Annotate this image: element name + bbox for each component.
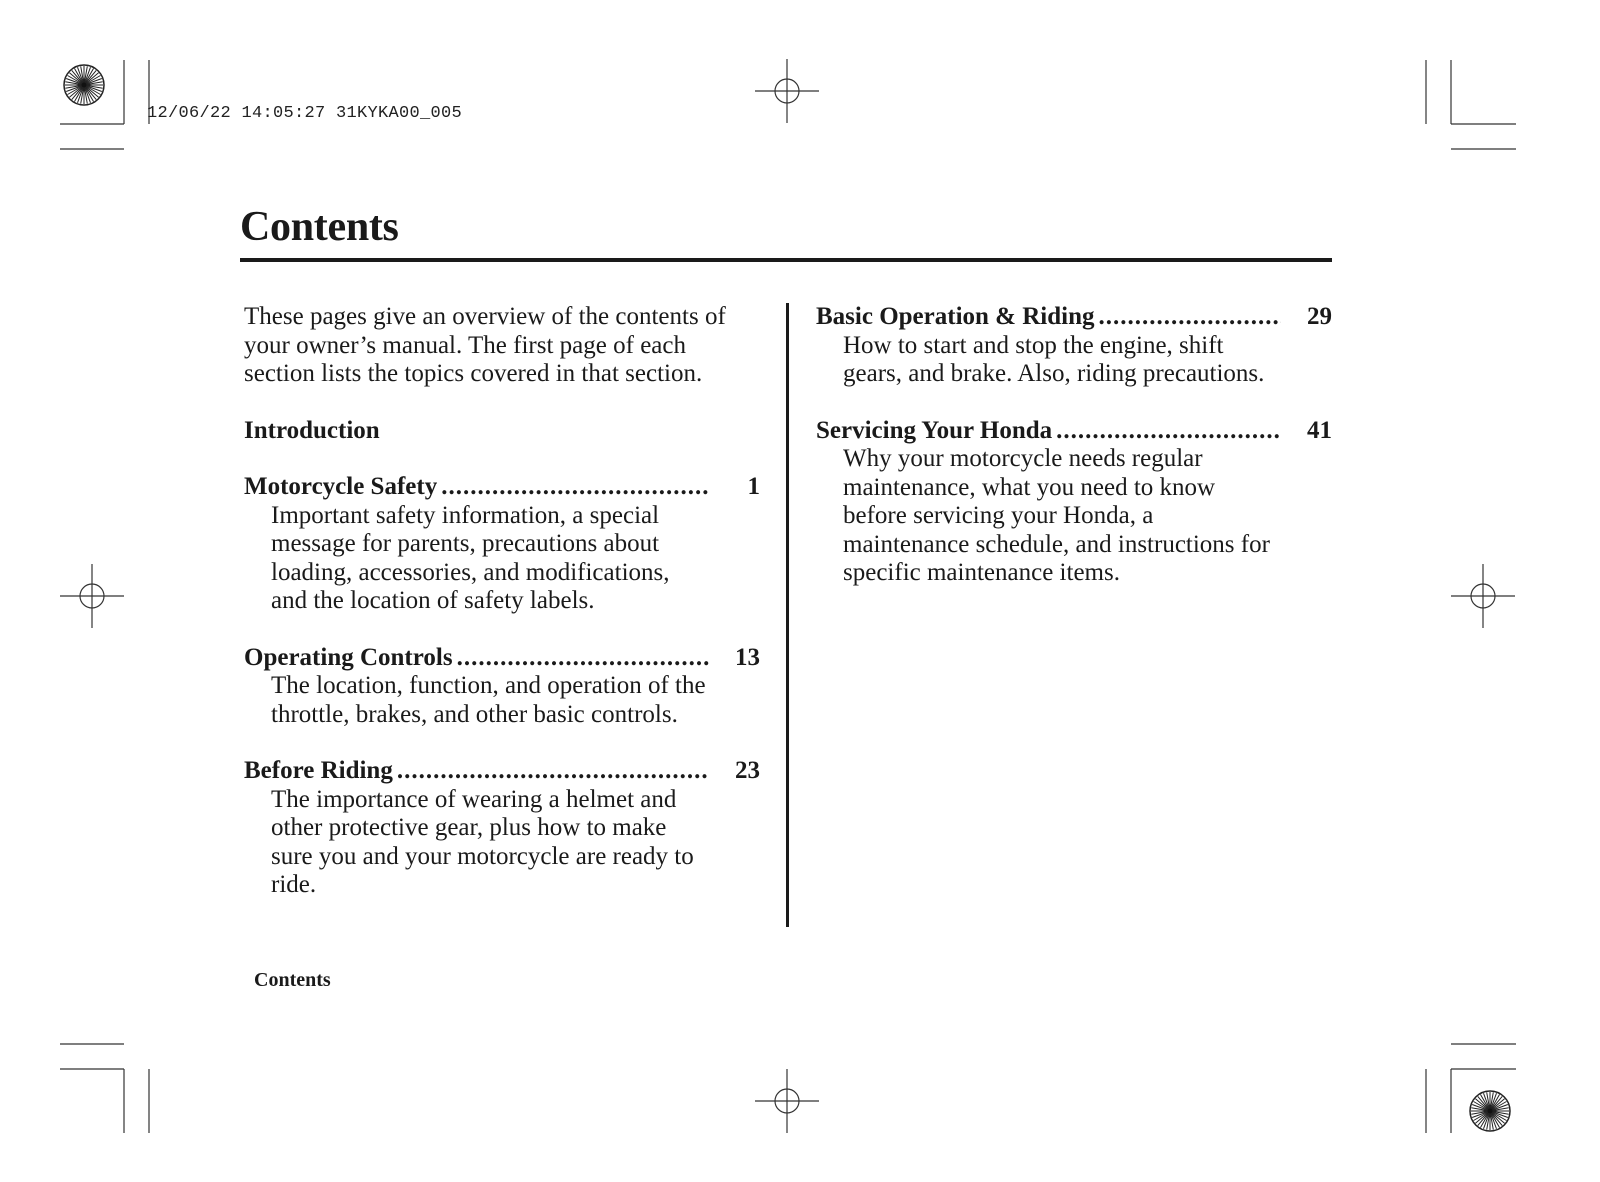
registration-mark-left — [60, 564, 124, 628]
dot-leader — [457, 644, 709, 673]
toc-entry-description: The location, function, and operation of the throttle, brakes, and other basic controls. — [271, 672, 706, 728]
toc-entry-head — [244, 473, 760, 502]
toc-entry-head — [244, 644, 760, 673]
dot-leader — [1099, 303, 1282, 332]
toc-entry-page: 23 — [735, 757, 760, 784]
section-heading-introduction: Introduction — [244, 416, 380, 444]
toc-entry-basic-operation[interactable] — [816, 303, 1332, 389]
toc-entry-title: Motorcycle Safety — [244, 473, 438, 500]
toc-entry-title: Basic Operation & Riding — [816, 303, 1095, 330]
registration-mark-top — [755, 59, 819, 123]
toc-entry-before-riding[interactable] — [244, 757, 760, 900]
toc-entry-head — [816, 303, 1332, 332]
toc-entry-page: 13 — [735, 643, 760, 671]
dot-leader — [1056, 417, 1281, 446]
toc-entry-description: How to start and stop the engine, shift gears, and brake. Also, riding precautions. — [843, 331, 1265, 387]
toc-entry-motorcycle-safety[interactable] — [244, 473, 760, 616]
starburst-mark-top-left — [64, 65, 104, 105]
registration-mark-bottom — [755, 1069, 819, 1133]
title-rule — [240, 258, 1332, 262]
toc-entry-title: Servicing Your Honda — [816, 416, 1053, 444]
dot-leader — [441, 473, 709, 502]
toc-entry-page: 41 — [1307, 416, 1332, 444]
left-column — [244, 303, 760, 928]
toc-entry-page: 1 — [747, 473, 760, 500]
footer-section-label: Contents — [254, 969, 331, 991]
starburst-mark-bottom-right — [1470, 1091, 1510, 1131]
toc-entry-head — [244, 757, 760, 786]
page-title: Contents — [240, 204, 399, 250]
column-divider — [786, 303, 789, 927]
toc-entry-operating-controls[interactable] — [244, 644, 760, 730]
toc-entry-title: Before Riding — [244, 757, 393, 784]
toc-entry-description: Why your motorcycle needs regular maintenance, what you need to know before servicing your Honda, a maintenance schedule, and instructions for specific maintenance items. — [843, 445, 1270, 586]
registration-mark-right — [1451, 564, 1515, 628]
print-timestamp: 12/06/22 14:05:27 31KYKA00_005 — [147, 104, 463, 123]
toc-entry-description: Important safety information, a special message for parents, precautions about loading, accessories, and modifications, and the location of safety labels. — [271, 501, 670, 614]
toc-entry-title: Operating Controls — [244, 643, 453, 671]
dot-leader — [397, 757, 709, 786]
right-column — [816, 303, 1332, 616]
toc-entry-page: 29 — [1307, 303, 1332, 330]
toc-entry-servicing[interactable] — [816, 417, 1332, 588]
toc-entry-description: The importance of wearing a helmet and other protective gear, plus how to make sure you and your motorcycle are ready to ride. — [271, 785, 694, 898]
toc-entry-head — [816, 417, 1332, 446]
intro-paragraph: These pages give an overview of the contents of your owner’s manual. The first page of each section lists the topics covered in that section. — [244, 303, 726, 387]
